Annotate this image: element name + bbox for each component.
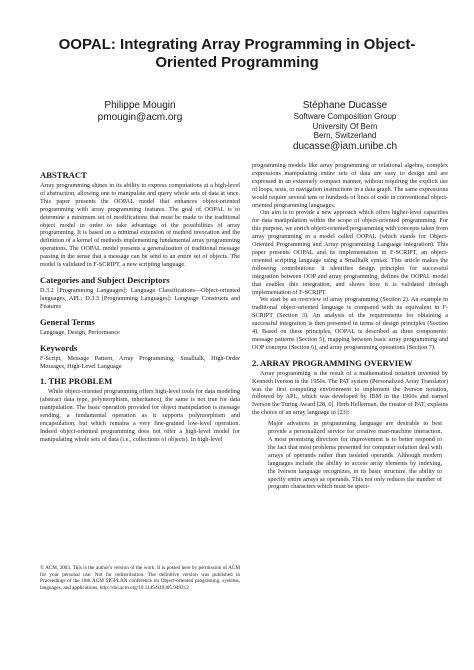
categories-text: D.3.2 [Programming Languages]: Language Classifications—Object-oriented languages, APL; D.3.3 [Programming Languages]: Language Constructs and Features bbox=[40, 286, 240, 310]
copyright-text: © ACM, 2003. This is the author's version of the work. It is posted here by permission of ACM for your personal use. Not for redistribution. The definitive version was published in Proceedings of the 18th ACM SIGPLAN conference on Object-oriented programing, systems, languages, and applications, http://doi.acm.org/10.1145/949305.949312 bbox=[40, 565, 240, 591]
section-1-text: While object-oriented programming offers high-level tools for data modeling (abstract data type, polymorphism, inheritance), the same is not true for data manipulation. The basic operation provided for object manipulation is message sending, a fundamental operation as it supports polymorphism and encapsulation, but which remains a very fine-grained low-level operation. Indeed object-oriented programming does not offer a high-level model for manipulating whole sets of data (i.e., collections of objects). In high-level bbox=[40, 388, 240, 443]
paper-title: OOPAL: Integrating Array Programming in Object-Oriented Programming bbox=[58, 36, 416, 71]
copyright-notice bbox=[40, 565, 240, 591]
section-2-heading: 2. ARRAY PROGRAMMING OVERVIEW bbox=[252, 357, 413, 368]
block-quote: Major advances in programming language are desirable to best provide a personalized service for creative man-machine interaction. A most promising direction for improvement is to better respond to the fact that most problems presented for computer solution deal with arrays of operands rather than isolated operands. Although modern languages include the ability to access array elements by indexing, the Iverson language recognizes, in its basic structure, the ability to specify entire arrays as operands. This not only reduces the number of program characters which must be speci- bbox=[268, 420, 442, 491]
author-name: Stéphane Ducasse bbox=[302, 100, 388, 111]
author-block-1 bbox=[70, 100, 210, 124]
general-terms-text: Language, Design, Performance bbox=[40, 328, 120, 336]
author-affiliation: University Of Bern bbox=[312, 121, 378, 131]
author-email: pmougin@acm.org bbox=[97, 112, 183, 123]
author-affiliation: Software Composition Group bbox=[293, 112, 397, 121]
author-block-2 bbox=[270, 100, 420, 153]
keywords-heading: Keywords bbox=[40, 342, 78, 353]
abstract-heading: ABSTRACT bbox=[40, 170, 87, 180]
left-column bbox=[40, 162, 240, 444]
paragraph: Array programming is the result of a mathematical notation invented by Kenneth Iverson in the 1950s. The PAT system (Personalized Array Translator) was the first computing environment to implement the Iverson notation, followed by APL, which was developed by IBM in the 1960s and earned Iverson the Turing Award [28, 6]. Herb Hellerman, the creator of PAT, explains the choice of an array language in [23]: bbox=[252, 369, 448, 417]
abstract-text: Array programming shines in its ability to express computations at a high-level of abstraction, allowing one to manipulate and query whole sets of data at once. This paper presents the OOPAL model that enhances object-oriented programming with array programming features. The goal of OOPAL is to determine a minimum set of modifications that must be made to the traditional object model in order to take advantage of the possibilities of array programming. It is based on a minimal extension of method invocation and the definition of a kernel of methods implementing fundamental array programming operations. The OOPAL model presents a generalization of traditional message passing in the sense that a message can be send to an entire set of objects. The model is validated in F-SCRIPT, a new scripting language. bbox=[40, 182, 240, 269]
author-name: Philippe Mougin bbox=[104, 100, 176, 111]
paragraph: Our aim is to provide a new approach which offers higher-level capacities for data manipulation within the scope of object-oriented programming. For this purpose, we enrich object-oriented programming with concepts taken from array programming in a model called OOPAL (which stands for Object-Oriented Programming and Array programming Language integration). This paper presents OOPAL and its implementation in F-SCRIPT, an object-oriented scripting language using a Smalltalk syntax. This article makes the following contributions: it identifies design principles for successful integration between OOP and array programming, defines the OOPAL model that enables this integration, and shows how it is validated through implementation of F-SCRIPT. bbox=[252, 209, 448, 296]
paragraph: We start by an overview of array programming (Section 2). An example in traditional object-oriented language is compared with its equivalent in F-SCRIPT (Section 3). An analysis of the requirements for obtaining a successful integration is then presented in terms of design principles (Section 4). Based on these principles, OOPAL is described as three components: message patterns (Section 5), mapping between basic array programming and OOP concepts (Section 6), and array programming operations (Section 7). bbox=[252, 296, 448, 351]
general-terms-heading: General Terms bbox=[40, 316, 95, 327]
keywords-text: F-Script, Message Pattern, Array Programming, Smalltalk, High-Order Messages, High-Level Language bbox=[40, 354, 240, 370]
author-email: ducasse@iam.unibe.ch bbox=[292, 140, 398, 152]
section-1-heading: 1. THE PROBLEM bbox=[40, 376, 113, 387]
categories-heading: Categories and Subject Descriptors bbox=[40, 274, 170, 285]
paragraph: programming models like array programming or relational algebra, complex expressions manipulating entire sets of data are easy to design and are expressed in an extremely compact manner, without requiring the explicit use of loops, tests, or navigation instructions in a data graph. The same expressions would require several tens or hundreds of lines of code in conventional object-oriented programming languages. bbox=[252, 162, 448, 209]
right-column bbox=[252, 162, 448, 491]
author-affiliation: Bern, Switzerland bbox=[313, 131, 377, 140]
